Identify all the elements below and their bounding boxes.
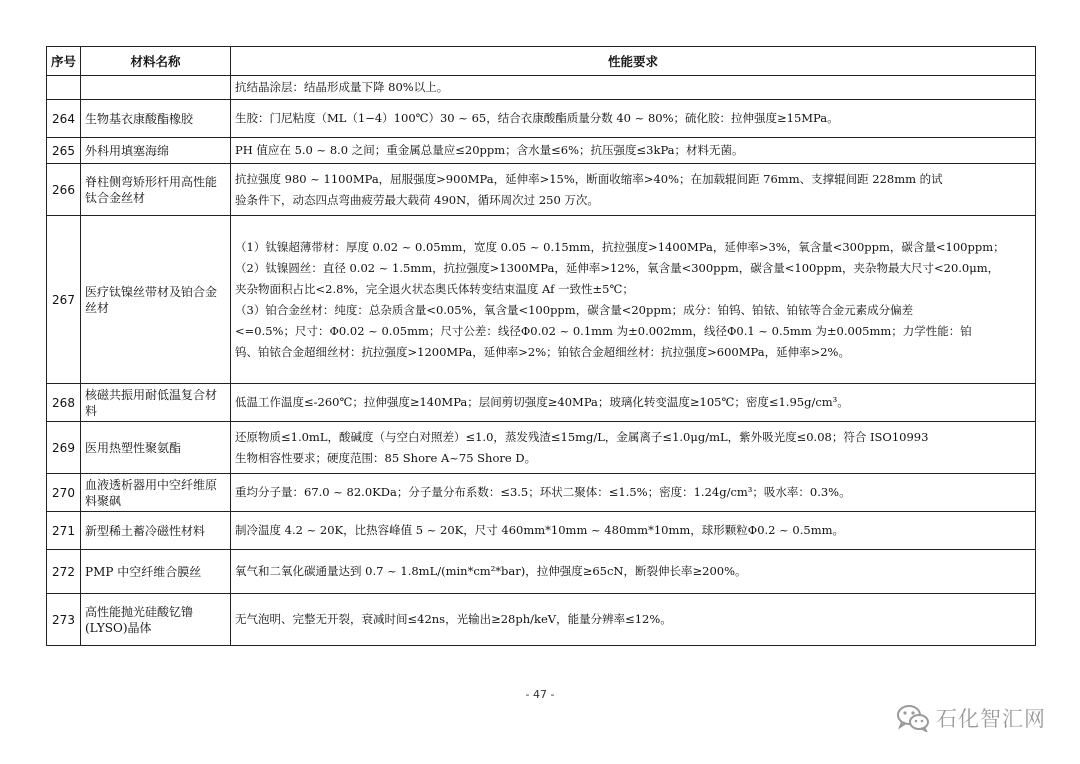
material-name: 生物基衣康酸酯橡胶 bbox=[81, 100, 231, 138]
table-row bbox=[47, 384, 1036, 422]
material-name: 核磁共振用耐低温复合材料 bbox=[81, 384, 231, 422]
requirement-line: 钨、铂铱合金超细丝材：抗拉强度>1200MPa，延伸率>2%；铂铱合金超细丝材：抗拉强度>600MPa，延伸率>2%。 bbox=[235, 344, 850, 359]
requirement-line: （3）铂合金丝材：纯度：总杂质含量<0.05%，氧含量<100ppm，碳含量<20ppm；成分：铂钨、铂铱、铂铱等合金元素成分偏差 bbox=[235, 302, 914, 317]
row-number: 269 bbox=[47, 422, 81, 474]
requirement-line: 制冷温度 4.2 ~ 20K，比热容峰值 5 ~ 20K，尺寸 460mm*10mm ~ 480mm*10mm，球形颗粒Φ0.2 ~ 0.5mm。 bbox=[235, 523, 845, 537]
performance-requirement bbox=[231, 138, 1036, 164]
table-row bbox=[47, 216, 1036, 384]
requirement-line: 无气泡明、完整无开裂，衰减时间≤42ns，光输出≥28ph/keV，能量分辨率≤12%。 bbox=[235, 612, 672, 626]
requirement-line: 抗拉强度 980 ~ 1100MPa，屈服强度>900MPa，延伸率>15%，断面收缩率>40%；在加载辊间距 76mm、支撑辊间距 228mm 的试 bbox=[235, 171, 943, 186]
requirement-line: （2）钛镍圆丝：直径 0.02 ~ 1.5mm，抗拉强度>1300MPa，延伸率>12%，氧含量<300ppm，碳含量<100ppm，夹杂物最大尺寸<20.0μm， bbox=[235, 260, 1000, 275]
requirement-line: 夹杂物面积占比<2.8%，完全退火状态奥氏体转变结束温度 Af 一致性±5℃； bbox=[235, 281, 634, 296]
table-row bbox=[47, 594, 1036, 646]
row-number: 265 bbox=[47, 138, 81, 164]
header-name: 材料名称 bbox=[81, 47, 231, 76]
row-number: 273 bbox=[47, 594, 81, 646]
table-row bbox=[47, 100, 1036, 138]
header-no: 序号 bbox=[47, 47, 81, 76]
material-name: 医用热塑性聚氨酯 bbox=[81, 422, 231, 474]
wechat-icon bbox=[896, 704, 930, 732]
table-row bbox=[47, 550, 1036, 594]
table-header-row bbox=[47, 47, 1036, 76]
requirement-line: 生物相容性要求；硬度范围：85 Shore A~75 Shore D。 bbox=[235, 450, 537, 465]
material-name: 医疗钛镍丝带材及铂合金丝材 bbox=[81, 216, 231, 384]
requirement-line: 抗结晶涂层：结晶形成量下降 80%以上。 bbox=[235, 80, 449, 94]
table-body bbox=[47, 76, 1036, 646]
header-requirement: 性能要求 bbox=[231, 47, 1036, 76]
material-name: 高性能抛光硅酸钇镥(LYSO)晶体 bbox=[81, 594, 231, 646]
performance-requirement bbox=[231, 550, 1036, 594]
performance-requirement bbox=[231, 100, 1036, 138]
performance-requirement bbox=[231, 512, 1036, 550]
material-name bbox=[81, 76, 231, 100]
row-number: 267 bbox=[47, 216, 81, 384]
requirement-line: 氧气和二氧化碳通量达到 0.7 ~ 1.8mL/(min*cm²*bar)，拉伸强度≥65cN，断裂伸长率≥200%。 bbox=[235, 564, 747, 578]
row-number: 264 bbox=[47, 100, 81, 138]
requirement-line: 还原物质≤1.0mL，酸碱度（与空白对照差）≤1.0，蒸发残渣≤15mg/L，金属离子≤1.0μg/mL，紫外吸光度≤0.08；符合 ISO10993 bbox=[235, 429, 929, 444]
requirement-line: 生胶：门尼粘度（ML（1−4）100℃）30 ~ 65，结合衣康酸酯质量分数 40 ~ 80%；硫化胶：拉伸强度≥15MPa。 bbox=[235, 111, 839, 125]
watermark-text: 石化智汇网 bbox=[936, 707, 1046, 731]
table-row bbox=[47, 422, 1036, 474]
table-row bbox=[47, 164, 1036, 216]
page-number: - 47 - bbox=[525, 688, 555, 701]
row-number: 272 bbox=[47, 550, 81, 594]
material-name: 外科用填塞海绵 bbox=[81, 138, 231, 164]
requirement-line: 重均分子量：67.0 ~ 82.0KDa；分子量分布系数：≤3.5；环状二聚体：≤1.5%；密度：1.24g/cm³；吸水率：0.3%。 bbox=[235, 485, 851, 499]
performance-requirement bbox=[231, 474, 1036, 512]
requirement-line: 低温工作温度≤-260℃；拉伸强度≥140MPa；层间剪切强度≥40MPa；玻璃化转变温度≥105℃；密度≤1.95g/cm³。 bbox=[235, 395, 849, 409]
materials-table bbox=[46, 46, 1036, 646]
row-number: 271 bbox=[47, 512, 81, 550]
requirement-line: PH 值应在 5.0 ~ 8.0 之间；重金属总量应≤20ppm；含水量≤6%；抗压强度≤3kPa；材料无菌。 bbox=[235, 143, 744, 157]
requirement-line: 验条件下，动态四点弯曲疲劳最大载荷 490N，循环周次过 250 万次。 bbox=[235, 192, 599, 207]
performance-requirement bbox=[231, 594, 1036, 646]
row-number: 270 bbox=[47, 474, 81, 512]
row-number: 268 bbox=[47, 384, 81, 422]
material-name: 血液透析器用中空纤维原料聚砜 bbox=[81, 474, 231, 512]
watermark bbox=[896, 703, 1046, 733]
row-number bbox=[47, 76, 81, 100]
table-row bbox=[47, 474, 1036, 512]
performance-requirement bbox=[231, 216, 1036, 384]
performance-requirement bbox=[231, 384, 1036, 422]
table-row bbox=[47, 512, 1036, 550]
table-row bbox=[47, 138, 1036, 164]
performance-requirement bbox=[231, 422, 1036, 474]
row-number: 266 bbox=[47, 164, 81, 216]
performance-requirement bbox=[231, 164, 1036, 216]
material-name: 新型稀土蓄冷磁性材料 bbox=[81, 512, 231, 550]
material-name: PMP 中空纤维合膜丝 bbox=[81, 550, 231, 594]
performance-requirement bbox=[231, 76, 1036, 100]
requirement-line: （1）钛镍超薄带材：厚度 0.02 ~ 0.05mm，宽度 0.05 ~ 0.15mm，抗拉强度>1400MPa，延伸率>3%，氧含量<300ppm，碳含量<100ppm； bbox=[235, 239, 1005, 254]
table-row bbox=[47, 76, 1036, 100]
requirement-line: <=0.5%；尺寸：Φ0.02 ~ 0.05mm；尺寸公差：线径Φ0.02 ~ 0.1mm 为±0.002mm，线径Φ0.1 ~ 0.5mm 为±0.005mm；力学性能：铂 bbox=[235, 323, 972, 338]
material-name: 脊柱侧弯矫形杆用高性能钛合金丝材 bbox=[81, 164, 231, 216]
